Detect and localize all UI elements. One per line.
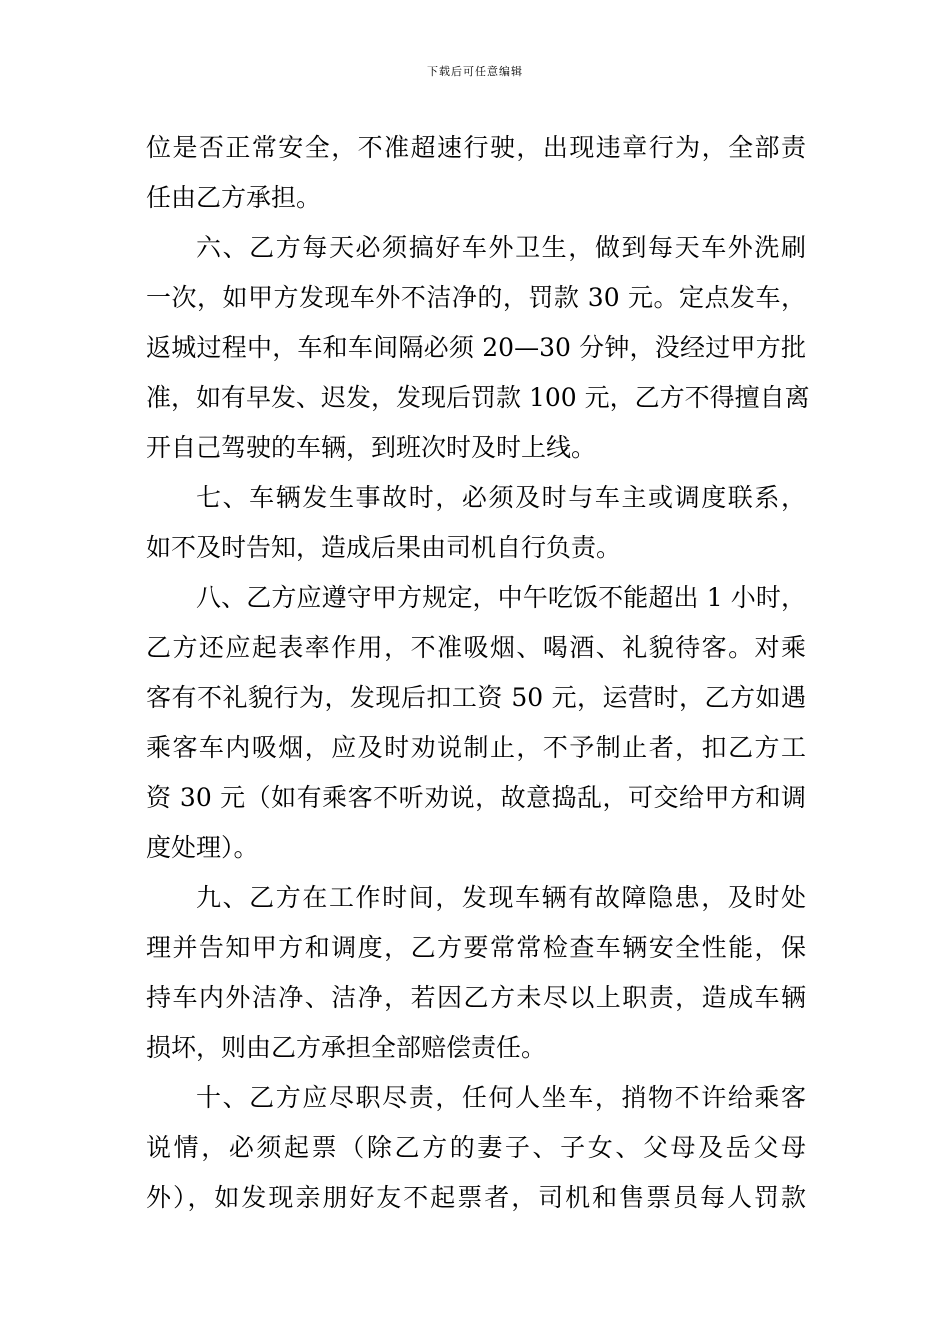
text-line: 开自己驾驶的车辆，到班次时及时上线。 — [146, 433, 597, 462]
text-line: 乙方还应起表率作用，不准吸烟、喝酒、礼貌待客。对乘 — [146, 633, 806, 662]
text-line: 客有不礼貌行为，发现后扣工资 50 元，运营时，乙方如遇 — [146, 683, 806, 712]
text-line: 返城过程中，车和车间隔必须 20—30 分钟，没经过甲方批 — [146, 333, 806, 362]
page-header: 下载后可任意编辑 — [427, 65, 523, 78]
text-line: 乘客车内吸烟，应及时劝说制止，不予制止者，扣乙方工 — [146, 733, 806, 762]
text-line: 位是否正常安全，不准超速行驶，出现违章行为，全部责 — [146, 133, 806, 162]
text-line: 持车内外洁净、洁净，若因乙方未尽以上职责，造成车辆 — [146, 983, 806, 1012]
text-line: 理并告知甲方和调度，乙方要常常检查车辆安全性能，保 — [146, 933, 806, 962]
text-line: 一次，如甲方发现车外不洁净的，罚款 30 元。定点发车， — [146, 283, 806, 312]
paragraph-6-first-line: 六、乙方每天必须搞好车外卫生，做到每天车外洗刷 — [196, 233, 806, 262]
paragraph-7-first-line: 七、车辆发生事故时，必须及时与车主或调度联系， — [196, 483, 806, 512]
text-line: 说情，必须起票（除乙方的妻子、子女、父母及岳父母 — [146, 1133, 806, 1162]
paragraph-10-first-line: 十、乙方应尽职尽责，任何人坐车，捎物不许给乘客 — [196, 1083, 806, 1112]
text-line: 度处理）。 — [146, 833, 259, 862]
text-line: 外），如发现亲朋好友不起票者，司机和售票员每人罚款 — [146, 1183, 806, 1212]
text-line: 资 30 元（如有乘客不听劝说，故意捣乱，可交给甲方和调 — [146, 783, 806, 812]
document-body — [146, 123, 810, 1223]
paragraph-8-first-line: 八、乙方应遵守甲方规定，中午吃饭不能超出 1 小时， — [196, 583, 806, 612]
text-line: 任由乙方承担。 — [146, 183, 322, 212]
paragraph-9-first-line: 九、乙方在工作时间，发现车辆有故障隐患，及时处 — [196, 883, 806, 912]
text-line: 如不及时告知，造成后果由司机自行负责。 — [146, 533, 622, 562]
text-line: 损坏，则由乙方承担全部赔偿责任。 — [146, 1033, 547, 1062]
text-line: 准，如有早发、迟发，发现后罚款 100 元，乙方不得擅自离 — [146, 383, 810, 412]
